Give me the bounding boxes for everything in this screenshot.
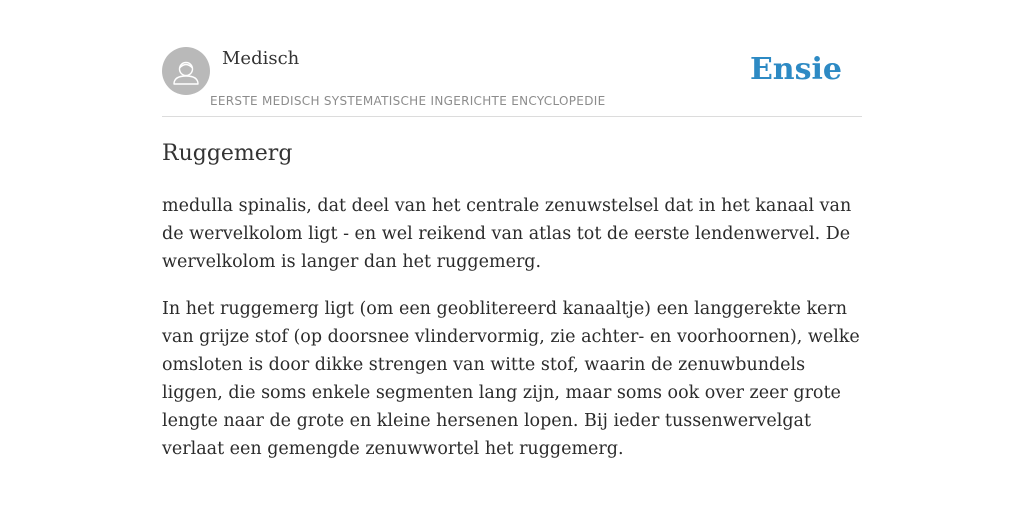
source-subtitle: EERSTE MEDISCH SYSTEMATISCHE INGERICHTE ENCYCLOPEDIE [210, 94, 606, 108]
ensie-logo[interactable]: Ensie [749, 52, 842, 87]
article-paragraph: In het ruggemerg ligt (om een geoblitereerd kanaaltje) een langgerekte kern van grijze stof (op doorsnee vlindervormig, zie achter- en voorhoornen), welke omsloten is door dikke strengen van witte stof, waarin de zenuwbundels liggen, die soms enkele segmenten lang zijn, maar soms ook over zeer grote lengte naar de grote en kleine hersenen lopen. Bij ieder tussenwervelgat verlaat een gemengde zenuwwortel het ruggemerg. [162, 299, 860, 459]
article-body [162, 192, 862, 482]
article-paragraph: medulla spinalis, dat deel van het centrale zenuwstelsel dat in het kanaal van de wervelkolom ligt - en wel reikend van atlas tot de eerste lendenwervel. De wervelkolom is langer dan het ruggemerg. [162, 196, 852, 272]
article-card [162, 0, 862, 512]
source-name[interactable]: Medisch [222, 48, 300, 69]
article-title: Ruggemerg [162, 141, 293, 166]
source-header [162, 0, 862, 117]
user-icon [162, 47, 210, 95]
source-avatar[interactable] [162, 47, 210, 95]
